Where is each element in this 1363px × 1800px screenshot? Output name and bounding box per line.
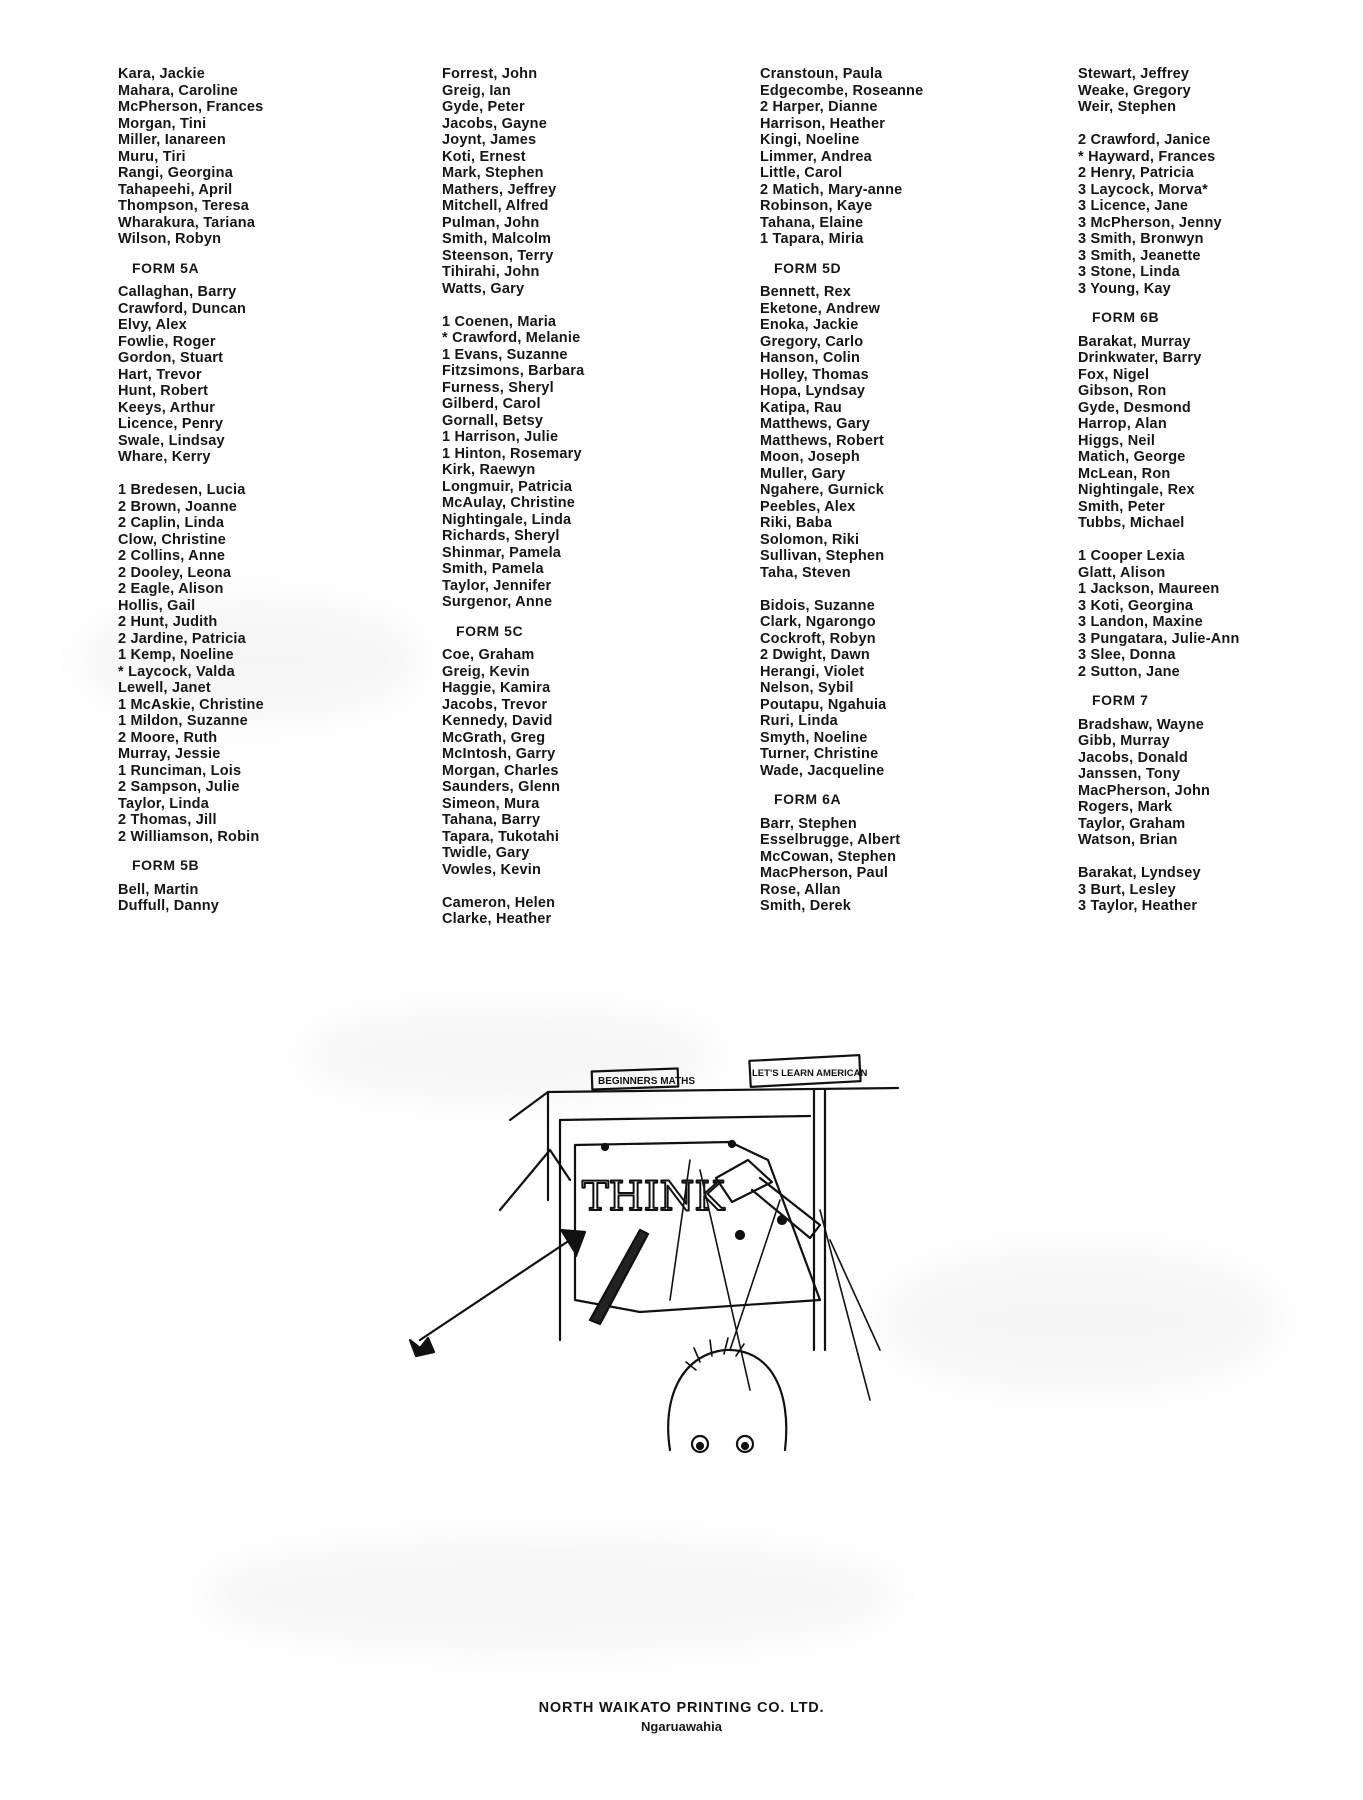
student-entry: Keeys, Arthur (118, 399, 216, 416)
student-entry: McPherson, Frances (118, 99, 264, 115)
student-entry: Esselbrugge, Albert (760, 832, 901, 848)
student-entry: Gilberd, Carol (442, 396, 541, 412)
printer-name: NORTH WAIKATO PRINTING CO. LTD. (538, 1700, 825, 1716)
student-entry: Robinson, Kaye (760, 198, 873, 214)
student-entry: 2 Sutton, Jane (1078, 663, 1180, 680)
student-entry: Ngahere, Gurnick (760, 482, 885, 498)
student-entry: Wharakura, Tariana (118, 214, 256, 231)
student-entry: Moon, Joseph (760, 449, 860, 465)
student-entry: Peebles, Alex (760, 498, 856, 515)
student-entry: 1 Mildon, Suzanne (118, 713, 248, 729)
student-entry: 3 Taylor, Heather (1078, 898, 1198, 914)
student-entry: Matich, George (1078, 449, 1186, 465)
student-entry: 1 Bredesen, Lucia (118, 482, 246, 498)
student-entry: Herangi, Violet (760, 663, 865, 680)
form-heading: FORM 5A (132, 259, 200, 276)
student-entry: Hanson, Colin (760, 350, 861, 366)
student-entry: Gibson, Ron (1078, 383, 1167, 399)
form-heading: FORM 6B (1092, 309, 1160, 325)
student-entry: Solomon, Riki (760, 531, 860, 548)
student-entry: Eketone, Andrew (760, 300, 881, 317)
student-entry: McIntosh, Garry (442, 746, 556, 762)
right-pupil (742, 1443, 748, 1449)
student-entry: Barakat, Murray (1078, 333, 1191, 350)
board-top-edge (560, 1116, 810, 1120)
student-entry: Morgan, Charles (442, 762, 559, 779)
student-entry: Higgs, Neil (1078, 432, 1156, 449)
student-entry: Forrest, John (442, 66, 538, 82)
student-entry: Surgenor, Anne (442, 594, 553, 610)
student-entry: Weir, Stephen (1078, 99, 1177, 115)
spacer (760, 581, 923, 598)
student-entry: Coe, Graham (442, 647, 535, 663)
student-entry: Rose, Allan (760, 881, 841, 898)
student-entry: Smith, Pamela (442, 561, 544, 577)
student-entry: Poutapu, Ngahuia (760, 696, 887, 713)
arrow-fletching (410, 1338, 434, 1356)
student-entry: 3 McPherson, Jenny (1078, 214, 1222, 231)
student-entry: 2 Eagle, Alison (118, 581, 224, 597)
student-entry: Bennett, Rex (760, 284, 852, 300)
student-entry: Cameron, Helen (442, 894, 556, 911)
student-entry: Tahana, Barry (442, 812, 541, 828)
student-entry: Miller, Ianareen (118, 132, 226, 148)
student-entry: Rangi, Georgina (118, 165, 233, 181)
student-entry: Thompson, Teresa (118, 198, 250, 214)
student-entry: Nightingale, Rex (1078, 482, 1195, 498)
student-entry: Bidois, Suzanne (760, 597, 875, 614)
student-entry: Fox, Nigel (1078, 366, 1150, 383)
student-entry: 2 Dooley, Leona (118, 564, 232, 581)
student-entry: McAulay, Christine (442, 495, 576, 511)
student-entry: 1 Jackson, Maureen (1078, 581, 1220, 597)
student-entry: 2 Williamson, Robin (118, 828, 260, 845)
dot (778, 1216, 786, 1224)
column-4 (1078, 66, 1240, 915)
student-entry: Shinmar, Pamela (442, 544, 562, 561)
student-entry: Wade, Jacqueline (760, 762, 885, 779)
student-entry: Fitzsimons, Barbara (442, 363, 585, 379)
student-entry: 1 Kemp, Noeline (118, 647, 234, 663)
student-entry: 1 Cooper Lexia (1078, 548, 1185, 564)
student-entry: Murray, Jessie (118, 746, 221, 762)
student-entry: Barr, Stephen (760, 815, 857, 832)
student-entry: Lewell, Janet (118, 680, 211, 696)
student-entry: Mark, Stephen (442, 165, 544, 181)
student-entry: Mitchell, Alfred (442, 198, 549, 214)
student-entry: Richards, Sheryl (442, 528, 560, 544)
student-entry: Riki, Baba (760, 515, 833, 531)
student-entry: Clarke, Heather (442, 911, 552, 927)
student-entry: Matthews, Robert (760, 432, 885, 449)
think-cartoon-illustration (400, 1050, 920, 1470)
student-entry: Fowlie, Roger (118, 333, 216, 350)
student-entry: * Laycock, Valda (118, 663, 235, 680)
student-entry: Tahapeehi, April (118, 181, 233, 198)
student-entry: McCowan, Stephen (760, 848, 897, 865)
student-entry: Morgan, Tini (118, 115, 207, 132)
student-entry: Mathers, Jeffrey (442, 181, 557, 198)
student-entry: 3 Young, Kay (1078, 280, 1171, 297)
student-entry: Watson, Brian (1078, 832, 1178, 848)
student-entry: Glatt, Alison (1078, 564, 1166, 581)
student-entry: Callaghan, Barry (118, 284, 237, 300)
student-entry: Hollis, Gail (118, 597, 196, 614)
student-entry: Kara, Jackie (118, 66, 206, 82)
student-entry: Gyde, Peter (442, 99, 525, 115)
student-entry: Kingi, Noeline (760, 132, 860, 148)
dot (736, 1231, 744, 1239)
student-entry: 1 Runciman, Lois (118, 762, 242, 779)
student-entry: Gornall, Betsy (442, 412, 544, 429)
spacer (442, 878, 584, 895)
student-entry: 3 Stone, Linda (1078, 264, 1180, 280)
student-entry: Barakat, Lyndsey (1078, 865, 1201, 881)
student-entry: Duffull, Danny (118, 898, 220, 914)
student-entry: Nelson, Sybil (760, 680, 854, 696)
pin (729, 1141, 735, 1147)
student-entry: 2 Collins, Anne (118, 548, 226, 564)
student-entry: Edgecombe, Roseanne (760, 82, 924, 99)
student-entry: Swale, Lindsay (118, 432, 225, 449)
form-heading: FORM 5B (132, 857, 200, 873)
student-entry: Steenson, Terry (442, 247, 554, 264)
student-entry: Cranstoun, Paula (760, 66, 883, 82)
hair-strands (686, 1338, 744, 1370)
student-entry: McGrath, Greg (442, 729, 546, 746)
student-entry: Smith, Malcolm (442, 231, 552, 247)
student-entry: 2 Dwight, Dawn (760, 647, 870, 663)
student-entry: 1 Hinton, Rosemary (442, 445, 582, 462)
form-heading: FORM 5D (774, 259, 842, 276)
student-entry: Taylor, Linda (118, 795, 209, 812)
student-entry: Tapara, Tukotahi (442, 828, 560, 845)
student-entry: MacPherson, Paul (760, 865, 889, 881)
book-maths-label: BEGINNERS MATHS (598, 1076, 696, 1087)
student-entry: MacPherson, John (1078, 782, 1211, 799)
student-entry: 2 Jardine, Patricia (118, 630, 246, 647)
student-entry: 3 Koti, Georgina (1078, 597, 1194, 614)
student-entry: Mahara, Caroline (118, 82, 239, 99)
student-entry: Koti, Ernest (442, 148, 526, 165)
paper-smudge (880, 1250, 1280, 1390)
student-entry: Rogers, Mark (1078, 799, 1173, 815)
student-entry: 1 Harrison, Julie (442, 429, 559, 445)
paper-smudge (200, 1540, 900, 1650)
student-entry: McLean, Ron (1078, 465, 1171, 482)
character-head (668, 1350, 786, 1450)
student-entry: 2 Sampson, Julie (118, 779, 240, 795)
student-entry: Greig, Kevin (442, 663, 530, 680)
student-entry: Kennedy, David (442, 713, 553, 729)
student-entry: * Crawford, Melanie (442, 330, 581, 346)
student-entry: Tahana, Elaine (760, 214, 864, 231)
student-entry: Gregory, Carlo (760, 333, 864, 350)
form-heading: FORM 7 (1092, 692, 1149, 708)
student-entry: Tihirahi, John (442, 264, 540, 280)
student-entry: 3 Burt, Lesley (1078, 881, 1176, 898)
student-entry: 2 Henry, Patricia (1078, 165, 1194, 181)
student-entry: 2 Matich, Mary-anne (760, 181, 903, 198)
student-entry: Simeon, Mura (442, 795, 540, 812)
student-entry: Smith, Derek (760, 898, 852, 914)
student-entry: Cockroft, Robyn (760, 630, 876, 647)
student-entry: Gordon, Stuart (118, 350, 224, 366)
student-entry: Pulman, John (442, 214, 540, 231)
student-entry: 3 Licence, Jane (1078, 198, 1189, 214)
student-entry: 1 Evans, Suzanne (442, 346, 568, 363)
student-entry: Tubbs, Michael (1078, 515, 1185, 531)
spacer (442, 297, 584, 314)
student-entry: Longmuir, Patricia (442, 478, 573, 495)
student-entry: Greig, Ian (442, 82, 511, 99)
student-entry: Nightingale, Linda (442, 511, 572, 528)
spacer (1078, 116, 1240, 133)
student-entry: 1 Tapara, Miria (760, 231, 864, 247)
student-entry: Gibb, Murray (1078, 733, 1170, 749)
student-entry: Harrison, Heather (760, 115, 886, 132)
student-entry: Katipa, Rau (760, 399, 842, 416)
student-entry: Bell, Martin (118, 881, 199, 898)
student-entry: Clark, Ngarongo (760, 614, 876, 630)
student-entry: 2 Brown, Joanne (118, 498, 238, 515)
student-entry: Sullivan, Stephen (760, 548, 885, 564)
student-entry: Weake, Gregory (1078, 82, 1191, 99)
column-1 (118, 66, 264, 915)
student-entry: Limmer, Andrea (760, 148, 872, 165)
student-entry: * Hayward, Frances (1078, 148, 1216, 165)
student-entry: 2 Hunt, Judith (118, 614, 218, 630)
student-entry: 3 Landon, Maxine (1078, 614, 1203, 630)
student-entry: Muller, Gary (760, 465, 846, 482)
form-heading: FORM 5C (456, 622, 524, 639)
spacer (1078, 532, 1240, 549)
student-entry: 2 Harper, Dianne (760, 99, 878, 115)
spacer (1078, 849, 1240, 866)
student-entry: 2 Crawford, Janice (1078, 132, 1211, 148)
student-entry: Matthews, Gary (760, 416, 870, 432)
student-entry: Wilson, Robyn (118, 231, 222, 247)
student-entry: Haggie, Kamira (442, 680, 551, 696)
student-entry: 1 Coenen, Maria (442, 313, 557, 330)
student-entry: 2 Caplin, Linda (118, 515, 225, 531)
student-entry: Taha, Steven (760, 564, 851, 581)
student-entry: Hopa, Lyndsay (760, 383, 866, 399)
student-entry: 3 Smith, Jeanette (1078, 247, 1201, 264)
student-entry: 3 Smith, Bronwyn (1078, 231, 1204, 247)
student-entry: Elvy, Alex (118, 317, 187, 333)
student-entry: Jacobs, Donald (1078, 749, 1188, 766)
student-entry: Hunt, Robert (118, 383, 209, 399)
spacer (118, 466, 264, 483)
student-entry: Drinkwater, Barry (1078, 350, 1202, 366)
student-entry: Licence, Penry (118, 416, 224, 432)
student-entry: Furness, Sheryl (442, 379, 554, 396)
student-entry: 3 Laycock, Morva* (1078, 181, 1208, 198)
pin (602, 1144, 608, 1150)
student-entry: Turner, Christine (760, 746, 879, 762)
student-entry: Jacobs, Trevor (442, 696, 548, 713)
student-entry: 2 Moore, Ruth (118, 729, 218, 746)
student-entry: Little, Carol (760, 165, 843, 181)
column-2 (442, 66, 584, 928)
student-entry: Hart, Trevor (118, 366, 202, 383)
student-entry: Enoka, Jackie (760, 317, 859, 333)
student-entry: 3 Pungatara, Julie-Ann (1078, 630, 1240, 647)
student-entry: Watts, Gary (442, 280, 525, 297)
student-entry: Kirk, Raewyn (442, 462, 536, 478)
left-pupil (697, 1443, 703, 1449)
shelf-edge (510, 1092, 548, 1120)
printer-town: Ngaruawahia (641, 1719, 722, 1734)
student-entry: Twidle, Gary (442, 845, 530, 861)
arrow-shaft (420, 1240, 570, 1340)
student-entry: Gyde, Desmond (1078, 399, 1191, 416)
student-entry: Clow, Christine (118, 531, 226, 548)
student-entry: Whare, Kerry (118, 449, 211, 465)
student-entry: Smith, Peter (1078, 498, 1166, 515)
student-entry: Smyth, Noeline (760, 729, 868, 746)
book-american-label: LET'S LEARN AMERICAN (752, 1068, 868, 1079)
student-entry: Crawford, Duncan (118, 300, 247, 317)
student-entry: Joynt, James (442, 132, 537, 148)
student-entry: Taylor, Graham (1078, 815, 1186, 832)
student-entry: Bradshaw, Wayne (1078, 716, 1205, 733)
student-entry: 2 Thomas, Jill (118, 812, 217, 828)
student-entry: Stewart, Jeffrey (1078, 66, 1190, 82)
form-heading: FORM 6A (774, 791, 842, 807)
student-entry: Taylor, Jennifer (442, 577, 552, 594)
dart (590, 1230, 648, 1324)
student-entry: 3 Slee, Donna (1078, 647, 1176, 663)
think-word: THINK (582, 1174, 725, 1220)
student-entry: Jacobs, Gayne (442, 115, 547, 132)
student-entry: Janssen, Tony (1078, 766, 1181, 782)
student-entry: Muru, Tiri (118, 148, 186, 165)
student-entry: Saunders, Glenn (442, 779, 561, 795)
student-entry: Ruri, Linda (760, 713, 838, 729)
student-entry: 1 McAskie, Christine (118, 696, 264, 713)
student-entry: Harrop, Alan (1078, 416, 1167, 432)
column-3 (760, 66, 923, 915)
student-entry: Holley, Thomas (760, 366, 869, 383)
student-entry: Vowles, Kevin (442, 861, 542, 878)
